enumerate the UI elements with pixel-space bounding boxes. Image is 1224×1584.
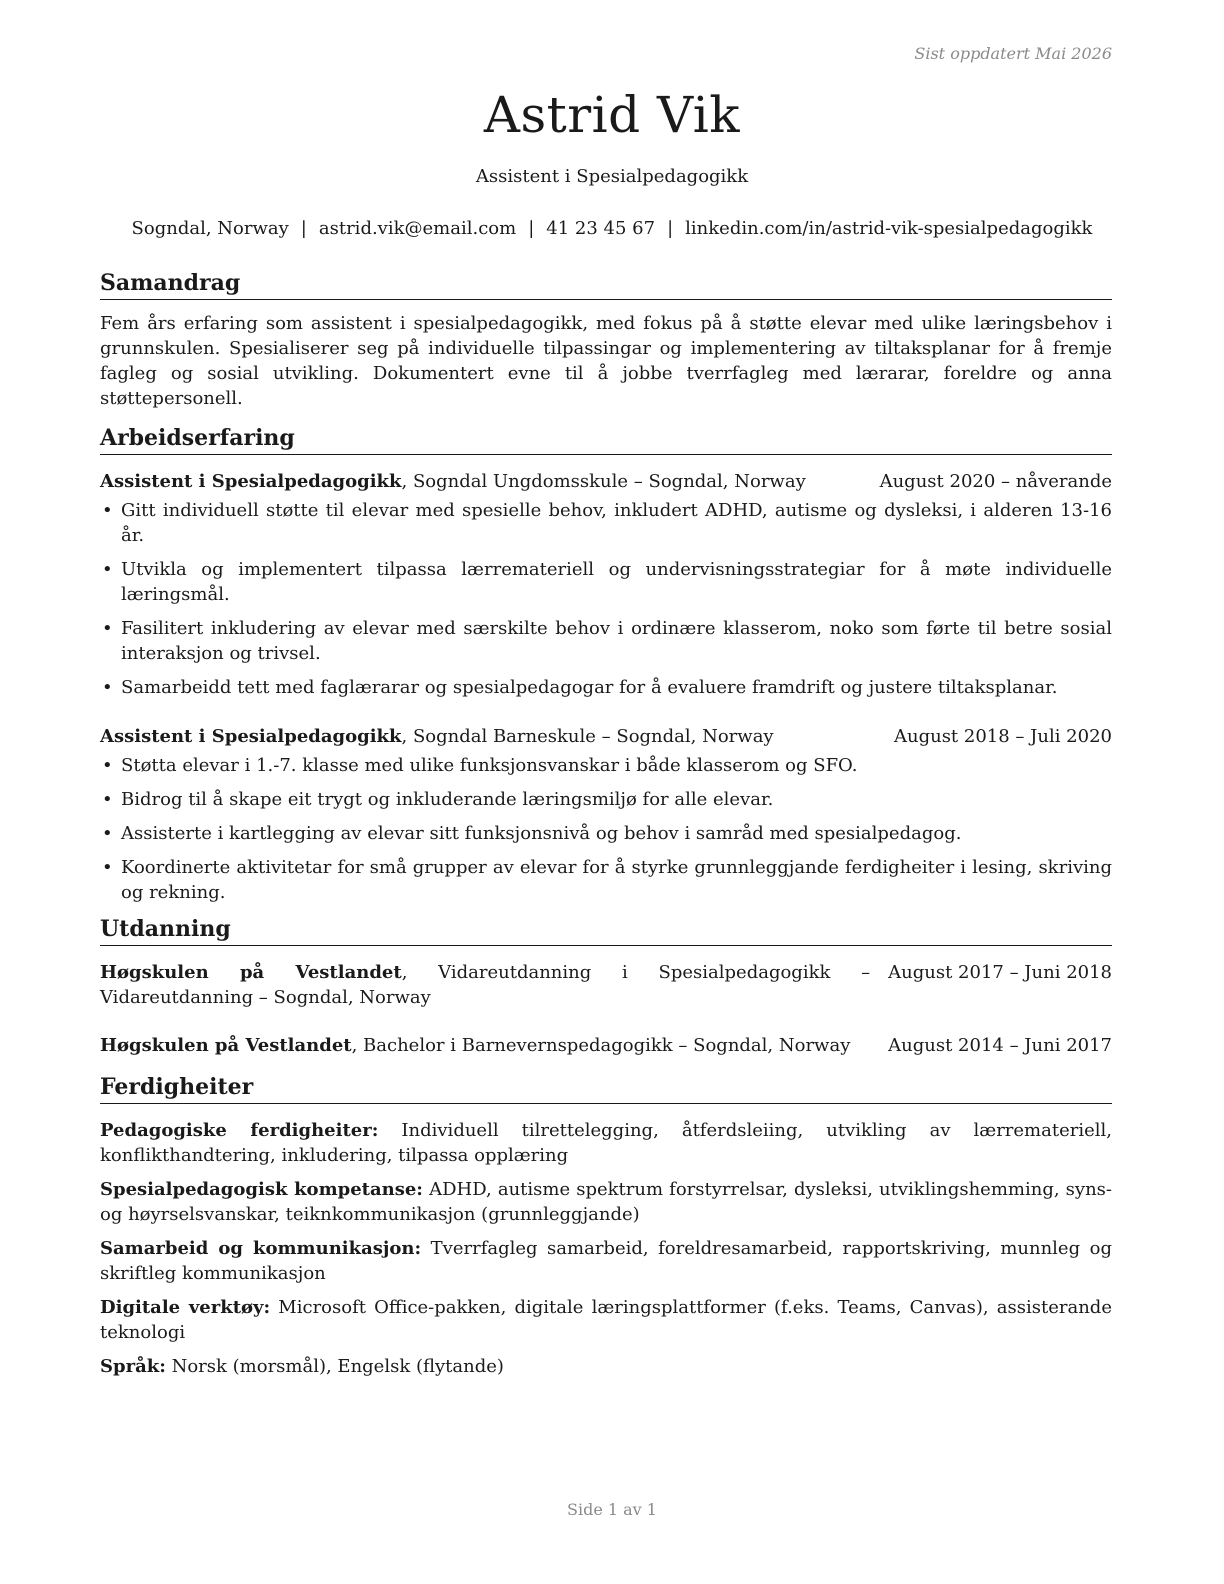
candidate-title: Assistent i Spesialpedagogikk: [475, 166, 749, 187]
list-item: [100, 821, 1112, 846]
list-item: [100, 855, 1112, 905]
last-updated-note: Sist oppdatert Mai 2026: [914, 44, 1112, 63]
job-bullets: [100, 498, 1112, 700]
job-role: Assistent i Spesialpedagogikk: [100, 726, 402, 747]
education-section: [100, 914, 1112, 1058]
list-item: [100, 616, 1112, 666]
bullet-text: Bidrog til å skape eit trygt og inkluderande læringsmiljø for alle elevar.: [121, 789, 774, 810]
contact-phone: 41 23 45 67: [546, 218, 656, 239]
job-organization: , Sogndal Ungdomsskule – Sogndal, Norway: [401, 471, 806, 492]
skill-label: Spesialpedagogisk kompetanse:: [100, 1179, 423, 1200]
school-name: Høgskulen på Vestlandet: [100, 962, 402, 983]
education-entry: [100, 960, 1112, 1010]
summary-text: Fem års erfaring som assistent i spesialpedagogikk, med fokus på å støtte elevar med ulike læringsbehov i grunnskulen. Spesialiserer seg på individuelle tilpassingar og implementering av tiltaksplanar for å fremje fagleg og sosial utvikling. Dokumentert evne til å jobbe tverrfagleg med lærarar, foreldre og anna støttepersonell.: [100, 313, 1112, 409]
list-item: [100, 753, 1112, 778]
job-entry: [100, 469, 1112, 700]
list-item: [100, 498, 1112, 548]
education-entry: [100, 1033, 1112, 1058]
contact-separator: |: [528, 218, 535, 239]
list-item: [100, 675, 1112, 700]
contact-line: [0, 218, 1224, 239]
bullet-icon: •: [102, 857, 113, 878]
contact-email[interactable]: astrid.vik@email.com: [318, 218, 517, 239]
skill-text: Individuell tilrettelegging, åtferdsleiing, utvikling av lærremateriell, konflikthandtering, inkludering, tilpassa opplæring: [100, 1120, 1112, 1166]
bullet-icon: •: [102, 823, 113, 844]
experience-heading: Arbeidserfaring: [100, 423, 1112, 455]
bullet-text: Utvikla og implementert tilpassa lærremateriell og undervisningsstrategiar for å møte individuelle læringsmål.: [121, 559, 1112, 605]
bullet-text: Samarbeidd tett med faglærarar og spesialpedagogar for å evaluere framdrift og justere tiltaksplanar.: [121, 677, 1058, 698]
list-item: [100, 787, 1112, 812]
bullet-icon: •: [102, 789, 113, 810]
job-bullets: [100, 753, 1112, 905]
skill-text: Norsk (morsmål), Engelsk (flytande): [165, 1356, 504, 1377]
bullet-text: Fasilitert inkludering av elevar med særskilte behov i ordinære klasserom, noko som førte til betre sosial interaksjon og trivsel.: [121, 618, 1112, 664]
summary-heading: Samandrag: [100, 268, 1112, 300]
job-entry: [100, 724, 1112, 905]
skill-item: [100, 1295, 1112, 1345]
experience-section: [100, 423, 1112, 905]
skill-label: Digitale verktøy:: [100, 1297, 271, 1318]
skill-label: Språk:: [100, 1356, 166, 1377]
job-role: Assistent i Spesialpedagogikk: [100, 471, 402, 492]
bullet-text: Støtta elevar i 1.-7. klasse med ulike funksjonsvanskar i både klasserom og SFO.: [121, 755, 858, 776]
list-item: [100, 557, 1112, 607]
bullet-icon: •: [102, 618, 113, 639]
skill-item: [100, 1118, 1112, 1168]
skill-item: [100, 1354, 1112, 1379]
job-header: [100, 469, 1112, 494]
education-detail: , Vidareutdanning i Spesialpedagogikk – Vidareutdanning – Sogndal, Norway: [100, 962, 871, 1008]
skills-section: [100, 1072, 1112, 1379]
resume-body: [100, 268, 1112, 1379]
contact-linkedin[interactable]: linkedin.com/in/astrid-vik-spesialpedagogikk: [685, 218, 1093, 239]
skill-text: ADHD, autisme spektrum forstyrrelsar, dysleksi, utviklingshemming, syns- og høyrselsvanskar, teiknkommunikasjon (grunnleggjande): [100, 1179, 1112, 1225]
bullet-icon: •: [102, 559, 113, 580]
bullet-text: Gitt individuell støtte til elevar med spesielle behov, inkludert ADHD, autisme og dysleksi, i alderen 13-16 år.: [121, 500, 1112, 546]
skill-label: Samarbeid og kommunikasjon:: [100, 1238, 422, 1259]
bullet-icon: •: [102, 677, 113, 698]
job-header: [100, 724, 1112, 749]
skill-item: [100, 1236, 1112, 1286]
job-dates: August 2018 – Juli 2020: [893, 726, 1112, 747]
contact-location: Sogndal, Norway: [131, 218, 289, 239]
skill-text: Microsoft Office-pakken, digitale læringsplattformer (f.eks. Teams, Canvas), assisterande teknologi: [100, 1297, 1112, 1343]
page-number: Side 1 av 1: [567, 1500, 657, 1519]
candidate-name: Astrid Vik: [483, 86, 741, 144]
education-dates: August 2017 – Juni 2018: [888, 962, 1112, 983]
bullet-text: Assisterte i kartlegging av elevar sitt funksjonsnivå og behov i samråd med spesialpedagog.: [121, 823, 962, 844]
contact-separator: |: [300, 218, 307, 239]
skill-item: [100, 1177, 1112, 1227]
bullet-icon: •: [102, 755, 113, 776]
summary-section: [100, 268, 1112, 411]
job-organization: , Sogndal Barneskule – Sogndal, Norway: [401, 726, 774, 747]
school-name: Høgskulen på Vestlandet: [100, 1035, 352, 1056]
skill-label: Pedagogiske ferdigheiter:: [100, 1120, 379, 1141]
skill-text: Tverrfagleg samarbeid, foreldresamarbeid, rapportskriving, munnleg og skriftleg kommunikasjon: [100, 1238, 1112, 1284]
skills-heading: Ferdigheiter: [100, 1072, 1112, 1104]
education-dates: August 2014 – Juni 2017: [888, 1035, 1112, 1056]
education-heading: Utdanning: [100, 914, 1112, 946]
contact-separator: |: [667, 218, 674, 239]
education-detail: , Bachelor i Barnevernspedagogikk – Sogndal, Norway: [351, 1035, 851, 1056]
job-dates: August 2020 – nåverande: [879, 471, 1112, 492]
bullet-text: Koordinerte aktivitetar for små grupper av elevar for å styrke grunnleggjande ferdigheiter i lesing, skriving og rekning.: [121, 857, 1112, 903]
bullet-icon: •: [102, 500, 113, 521]
